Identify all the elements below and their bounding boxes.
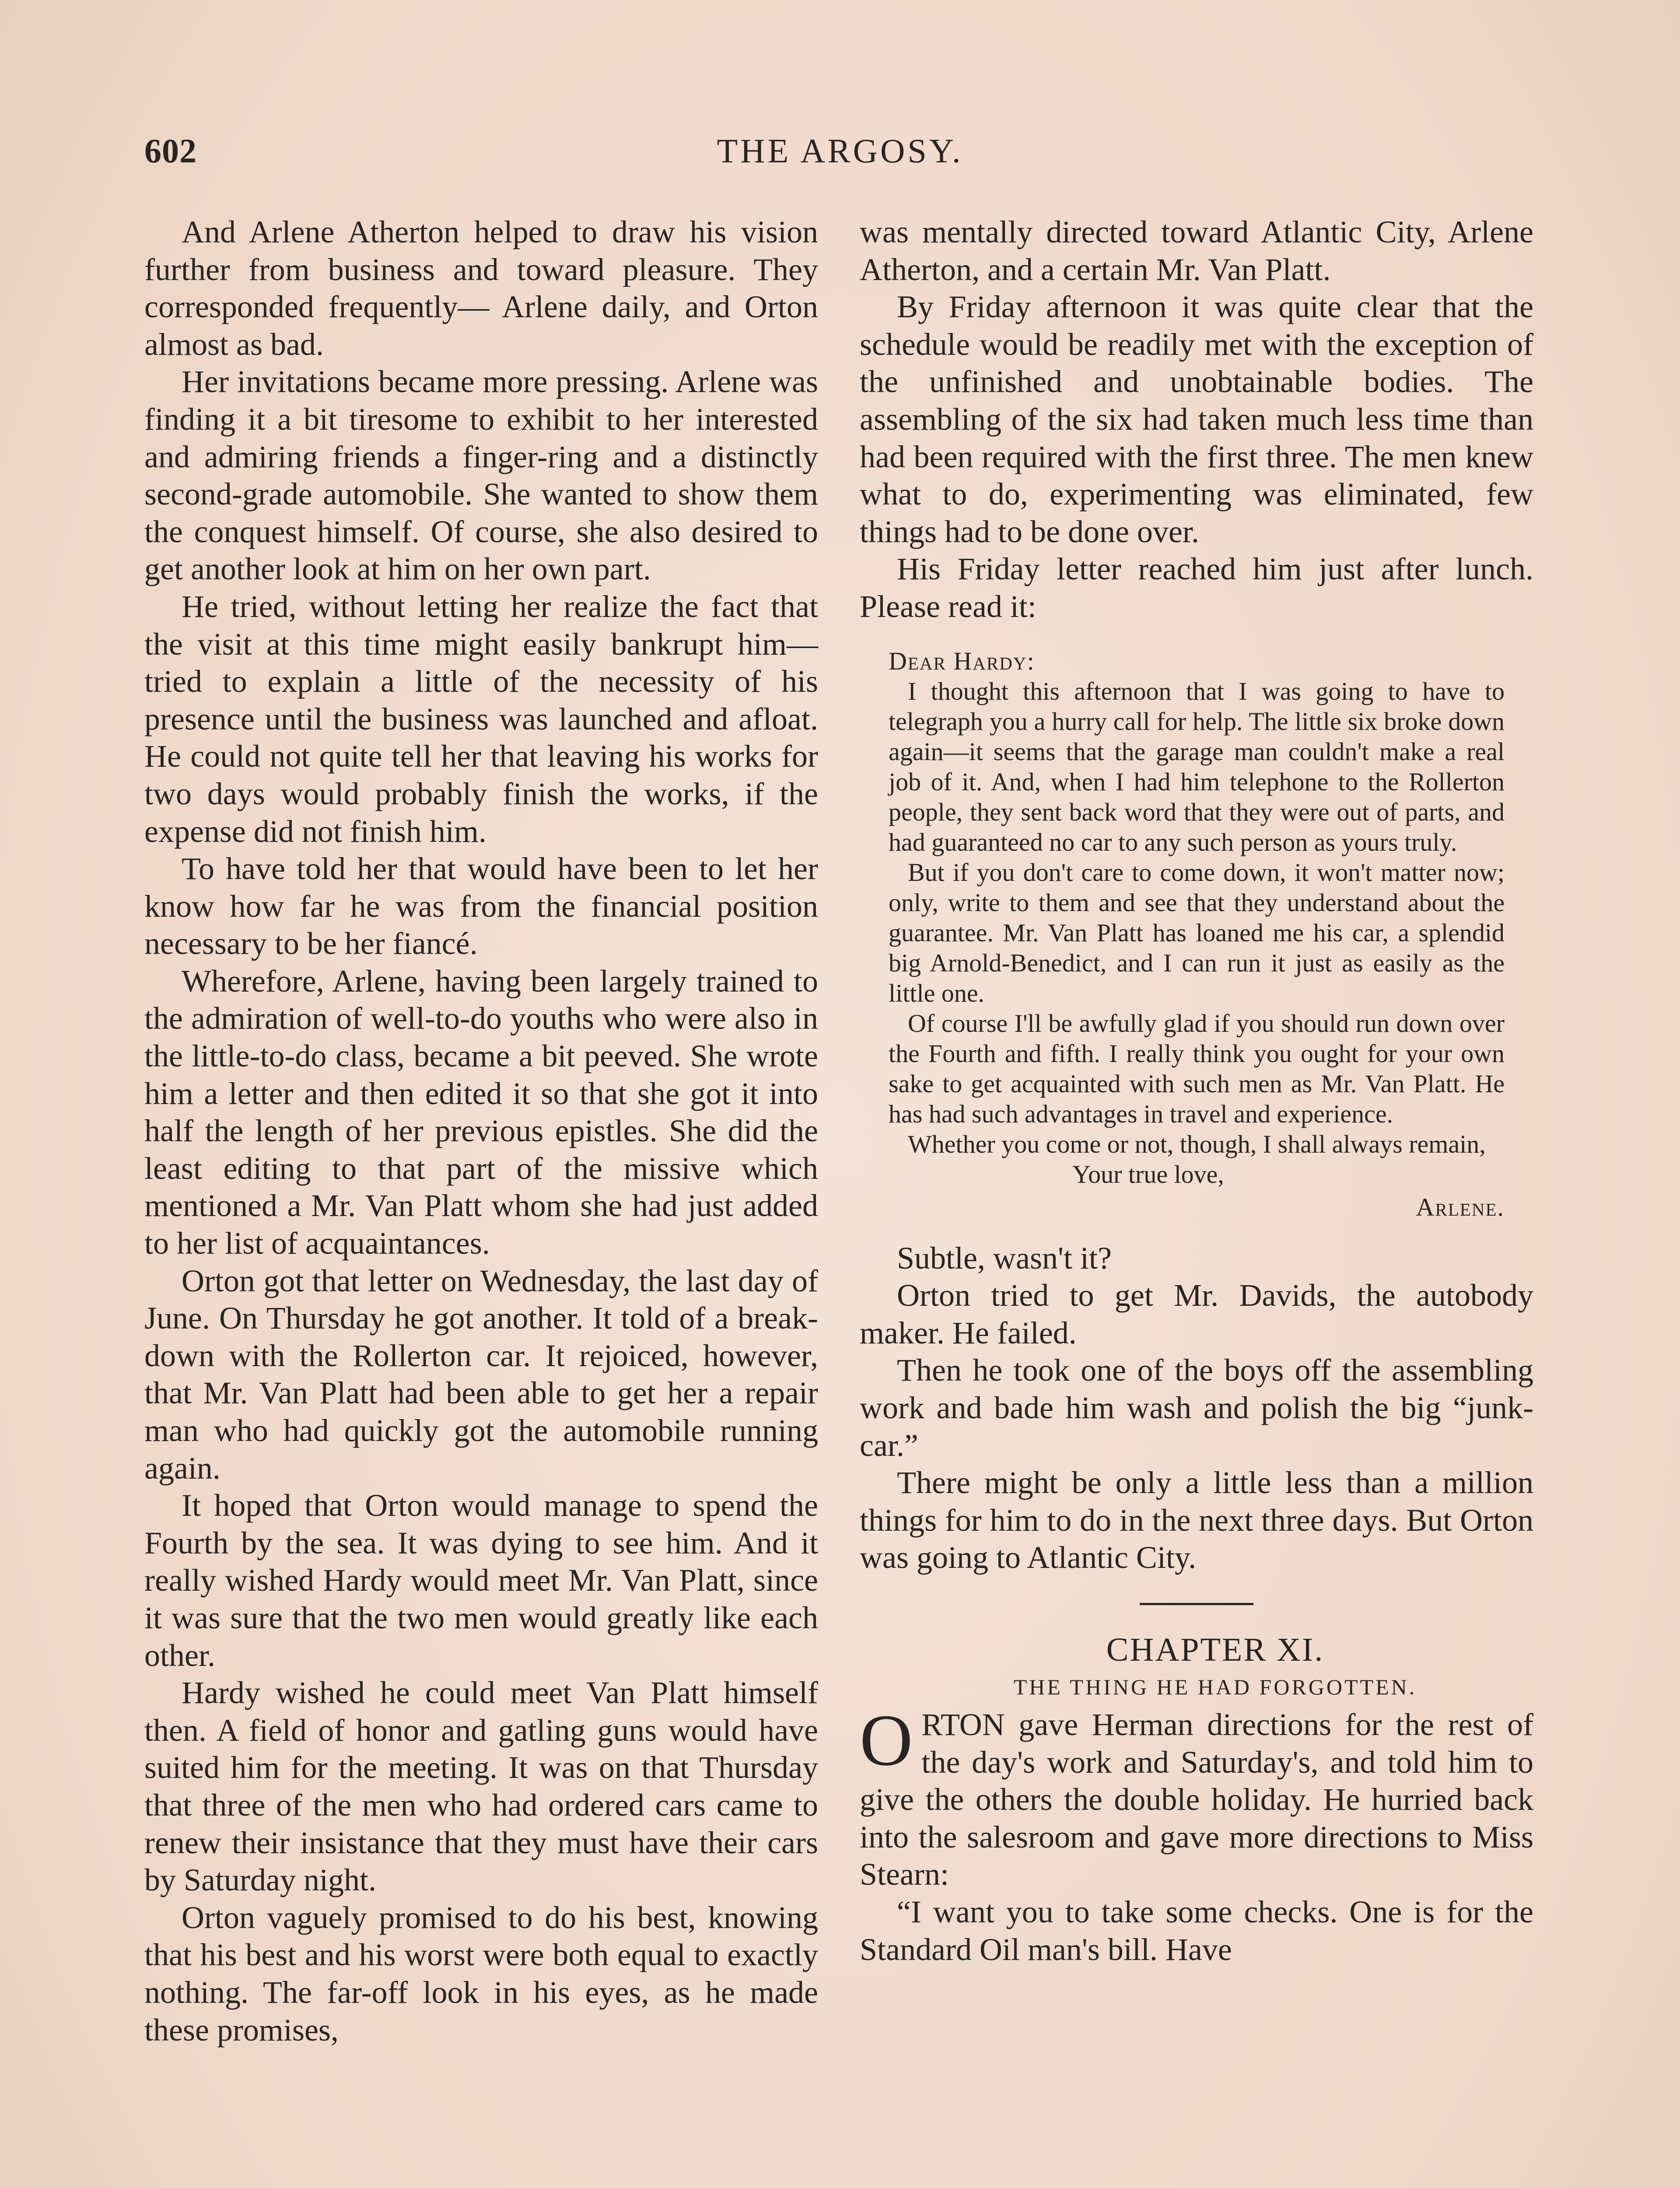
letter-salutation: Dear Hardy: [889, 646, 1035, 675]
paragraph: By Friday afternoon it was quite clear that the schedule would be readily met with the exception of the unfinished and unobtainable bodies. The assembling of the six had taken much less time than had been required with the first three. The men knew what to do, experimenting was eliminated, few things had to be done over. [860, 289, 1533, 549]
opening-text: RTON gave Herman directions for the rest of the day's work and Saturday's, and told him to give the others the double holiday. He hurried back into the salesroom and gave more directions to Miss Stearn: [860, 1707, 1533, 1892]
paragraph: And Arlene Atherton helped to draw his vision further from business and toward pleasure. They corresponded frequently— Arlene daily, and Orton almost as bad. [144, 214, 818, 362]
letter-signature: Arlene. [1416, 1192, 1505, 1221]
paragraph: Orton tried to get Mr. Davids, the autobody maker. He failed. [860, 1278, 1533, 1350]
paragraph: It hoped that Orton would manage to spend the Fourth by the sea. It was dying to see him. And it really wished Hardy would meet Mr. Van Platt, since it was sure that the two men would greatly like each other. [144, 1488, 818, 1673]
paragraph: Hardy wished he could meet Van Platt himself then. A field of honor and gatling guns would have suited him for the meeting. It was on that Thursday that three of the men who had ordered cars came to renew their insistance that they must have their cars by Saturday night. [144, 1675, 818, 1898]
paragraph: was mentally directed toward Atlantic City, Arlene Atherton, and a certain Mr. Van Platt. [860, 214, 1533, 287]
paragraph: “I want you to take some checks. One is for the Standard Oil man's bill. Have [860, 1894, 1533, 1967]
paragraph: To have told her that would have been to let her know how far he was from the financial position necessary to be her fiancé. [144, 851, 818, 961]
paragraph: Orton got that letter on Wednesday, the last day of June. On Thursday he got another. It told of a break-down with the Rollerton car. It rejoiced, however, that Mr. Van Platt had been able to get her a repair man who had quickly got the automobile running again. [144, 1263, 818, 1486]
page-number: 602 [144, 132, 197, 170]
paragraph: Her invitations became more pressing. Arlene was finding it a bit tiresome to exhibit to her interested and admiring friends a finger-ring and a distinctly second-grade automobile. She wanted to show them the conquest himself. Of course, she also desired to get another look at him on her own part. [144, 364, 818, 587]
chapter-title: CHAPTER XI. [1106, 1631, 1324, 1668]
letter-closing: Your true love, [1072, 1160, 1224, 1189]
chapter-opening-paragraph [860, 1700, 1533, 1893]
quoted-letter [889, 646, 1505, 1222]
drop-cap: O [860, 1700, 913, 1781]
paragraph: Orton vaguely promised to do his best, knowing that his best and his worst were both equal to exactly nothing. The far-off look in his eyes, as he made these promises, [144, 1900, 818, 2048]
left-column [144, 214, 818, 2049]
paragraph: There might be only a little less than a million things for him to do in the next three days. But Orton was going to Atlantic City. [860, 1465, 1533, 1575]
section-divider [1140, 1603, 1253, 1605]
paragraph: His Friday letter reached him just after lunch. Please read it: [860, 551, 1533, 624]
paragraph: Subtle, wasn't it? [897, 1240, 1112, 1276]
letter-paragraph: But if you don't care to come down, it won't matter now; only, write to them and see that they understand about the guarantee. Mr. Van Platt has loaned me his car, a splendid big Arnold-Benedict, and I can run it just as easily as the little one. [889, 858, 1505, 1007]
running-head: THE ARGOSY. [717, 132, 963, 170]
letter-paragraph: I thought this afternoon that I was going to have to telegraph you a hurry call for help. The little six broke down again—it seems that the garage man couldn't make a real job of it. And, when I had him telephone to the Rollerton people, they sent back word that they were out of parts, and had guaranteed no car to any such person as yours truly. [889, 677, 1505, 856]
right-column [860, 214, 1533, 1968]
letter-paragraph: Of course I'll be awfully glad if you should run down over the Fourth and fifth. I really think you ought for your own sake to get acquainted with such men as Mr. Van Platt. He has had such advantages in travel and experience. [889, 1009, 1505, 1128]
chapter-subtitle: THE THING HE HAD FORGOTTEN. [1013, 1675, 1417, 1700]
paragraph: He tried, without letting her realize the fact that the visit at this time might easily bankrupt him—tried to explain a little of the necessity of his presence until the business was launched and afloat. He could not quite tell her that leaving his works for two days would probably finish the works, if the expense did not finish him. [144, 589, 818, 849]
paragraph: Then he took one of the boys off the assembling work and bade him wash and polish the big “junk-car.” [860, 1353, 1533, 1463]
paragraph: Wherefore, Arlene, having been largely trained to the admiration of well-to-do youths who were also in the little-to-do class, became a bit peeved. She wrote him a letter and then edited it so that she got it into half the length of her previous epistles. She did the least editing to that part of the missive which mentioned a Mr. Van Platt whom she had just added to her list of acquaintances. [144, 963, 818, 1261]
letter-paragraph: Whether you come or not, though, I shall always remain, [908, 1129, 1486, 1158]
